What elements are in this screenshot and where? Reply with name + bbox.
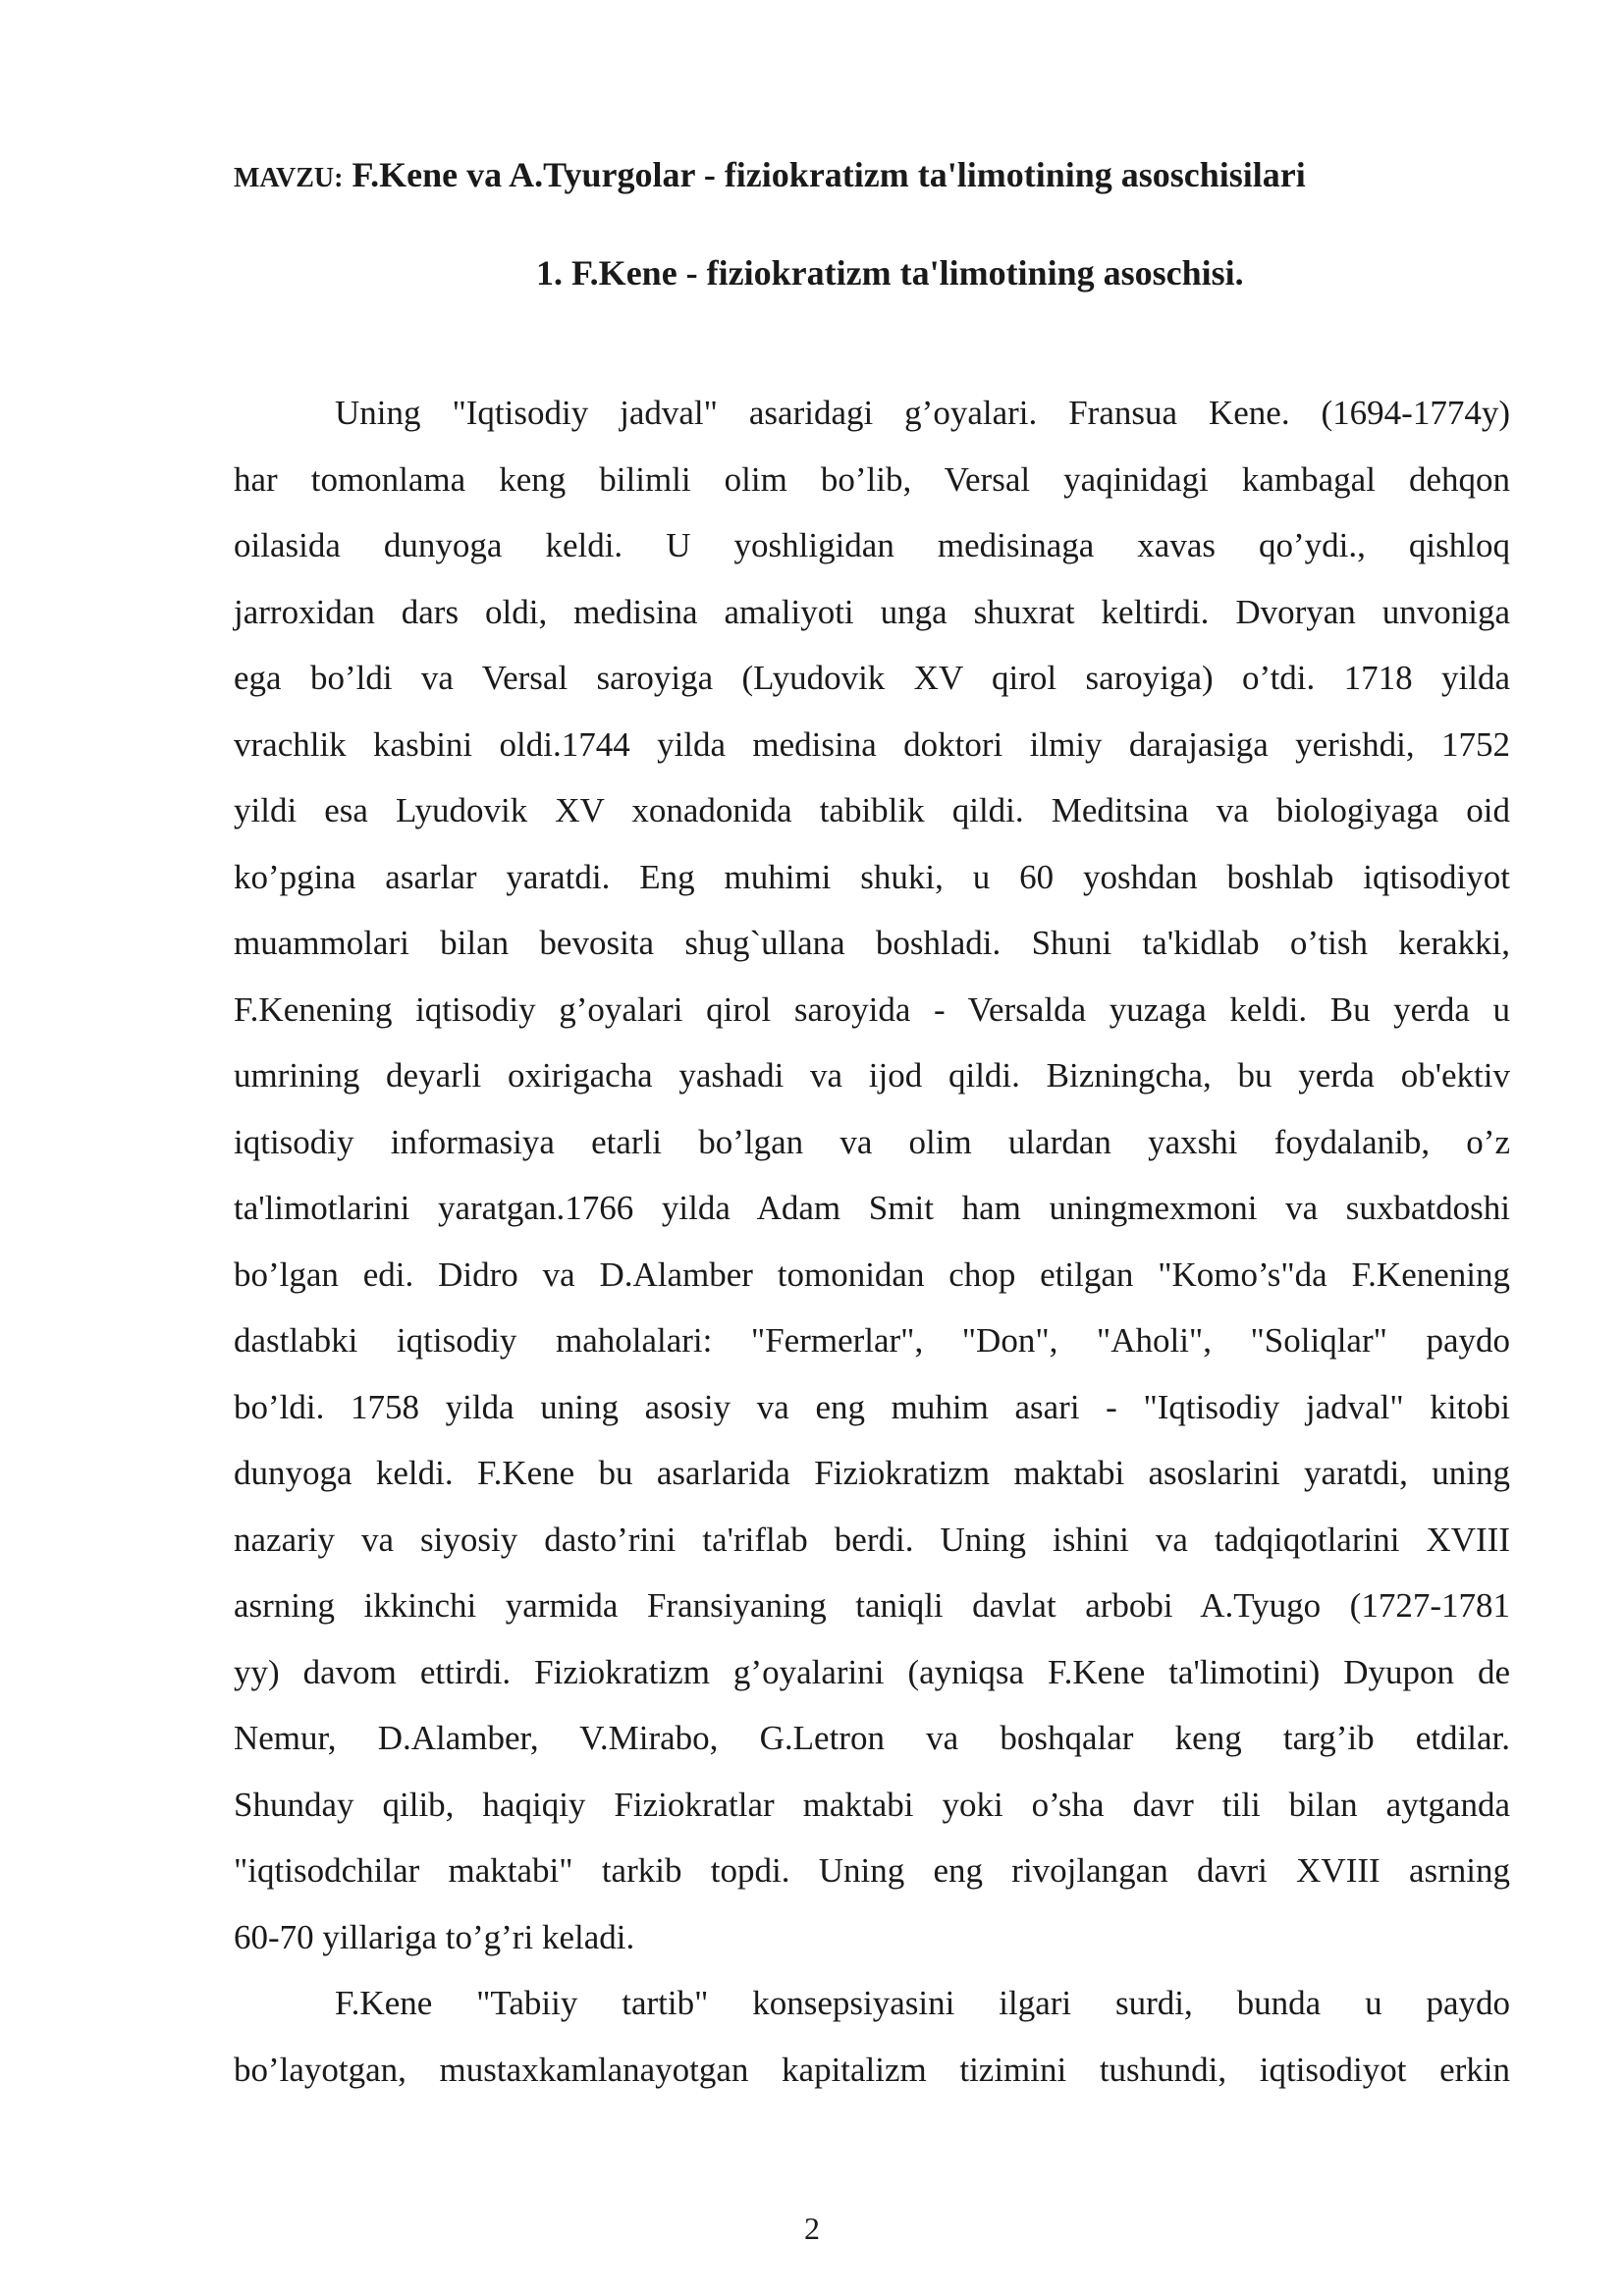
text-line: F.Kene "Tabiiy tartib" konsepsiyasini ilgari surdi, bunda u paydo <box>335 1984 1510 2022</box>
text-line: bo’lgan edi. Didro va D.Alamber tomonidan chop etilgan "Komo’s"da F.Kenening <box>234 1255 1510 1294</box>
text-line: "iqtisodchilar maktabi" tarkib topdi. Uning eng rivojlangan davri XVIII asrning <box>234 1851 1510 1890</box>
text-line: jarroxidan dars oldi, medisina amaliyoti unga shuxrat keltirdi. Dvoryan unvoniga <box>234 592 1510 631</box>
text-line: F.Kenening iqtisodiy g’oyalari qirol saroyida - Versalda yuzaga keldi. Bu yerda u <box>234 989 1510 1029</box>
text-line: bo’layotgan, mustaxkamlanayotgan kapitalizm tizimini tushundi, iqtisodiyot erkin <box>234 2050 1510 2089</box>
text-line: Nemur, D.Alamber, V.Mirabo, G.Letron va boshqalar keng targ’ib etdilar. <box>234 1719 1510 1757</box>
text-line: nazariy va siyosiy dasto’rini ta'riflab berdi. Uning ishini va tadqiqotlarini XVIII <box>234 1520 1510 1559</box>
text-line: asrning ikkinchi yarmida Fransiyaning taniqli davlat arbobi A.Tyugo (1727-1781 <box>234 1586 1510 1625</box>
text-line: oilasida dunyoga keldi. U yoshligidan medisinaga xavas qo’ydi., qishloq <box>234 526 1510 564</box>
body-paragraphs <box>234 380 1510 2103</box>
text-line: muammolari bilan bevosita shug`ullana boshladi. Shuni ta'kidlab o’tish kerakki, <box>234 924 1510 962</box>
title-main: F.Kene va A.Tyurgolar - fiziokratizm ta'limotining asoschisilari <box>352 155 1306 194</box>
text-line: dunyoga keldi. F.Kene bu asarlarida Fiziokratizm maktabi asoslarini yaratdi, uning <box>234 1454 1510 1492</box>
page-number: 2 <box>804 2211 820 2246</box>
title-prefix: MAVZU: <box>234 163 344 193</box>
text-line: ta'limotlarini yaratgan.1766 yilda Adam Smit ham uningmexmoni va suxbatdoshi <box>234 1189 1510 1227</box>
text-line: ko’pgina asarlar yaratdi. Eng muhimi shuki, u 60 yoshdan boshlab iqtisodiyot <box>234 857 1510 896</box>
text-line: vrachlik kasbini oldi.1744 yilda medisina doktori ilmiy darajasiga yerishdi, 1752 <box>234 724 1510 764</box>
text-line: Uning "Iqtisodiy jadval" asaridagi g’oyalari. Fransua Kene. (1694-1774y) <box>335 394 1510 432</box>
text-line: dastlabki iqtisodiy maholalari: "Fermerlar", "Don", "Aholi", "Soliqlar" paydo <box>234 1321 1510 1360</box>
text-line: 60-70 yillariga to’g’ri keladi. <box>234 1917 635 1956</box>
document-title <box>234 153 1510 200</box>
text-line: yildi esa Lyudovik XV xonadonida tabiblik qildi. Meditsina va biologiyaga oid <box>234 791 1510 829</box>
text-line: yy) davom ettirdi. Fiziokratizm g’oyalarini (ayniqsa F.Kene ta'limotini) Dyupon de <box>234 1652 1510 1691</box>
text-line: iqtisodiy informasiya etarli bo’lgan va olim ulardan yaxshi foydalanib, o’z <box>234 1122 1510 1161</box>
text-line: bo’ldi. 1758 yilda uning asosiy va eng muhim asari - "Iqtisodiy jadval" kitobi <box>234 1387 1510 1426</box>
text-line: har tomonlama keng bilimli olim bo’lib, Versal yaqinidagi kambagal dehqon <box>234 459 1510 499</box>
text-line: ega bo’ldi va Versal saroyiga (Lyudovik XV qirol saroyiga) o’tdi. 1718 yilda <box>234 659 1510 697</box>
section-heading: 1. F.Kene - fiziokratizm ta'limotining asoschisi. <box>536 253 1244 293</box>
text-line: Shunday qilib, haqiqiy Fiziokratlar maktabi yoki o’sha davr tili bilan aytganda <box>234 1785 1510 1824</box>
text-line: umrining deyarli oxirigacha yashadi va ijod qildi. Bizningcha, bu yerda ob'ektiv <box>234 1056 1510 1095</box>
